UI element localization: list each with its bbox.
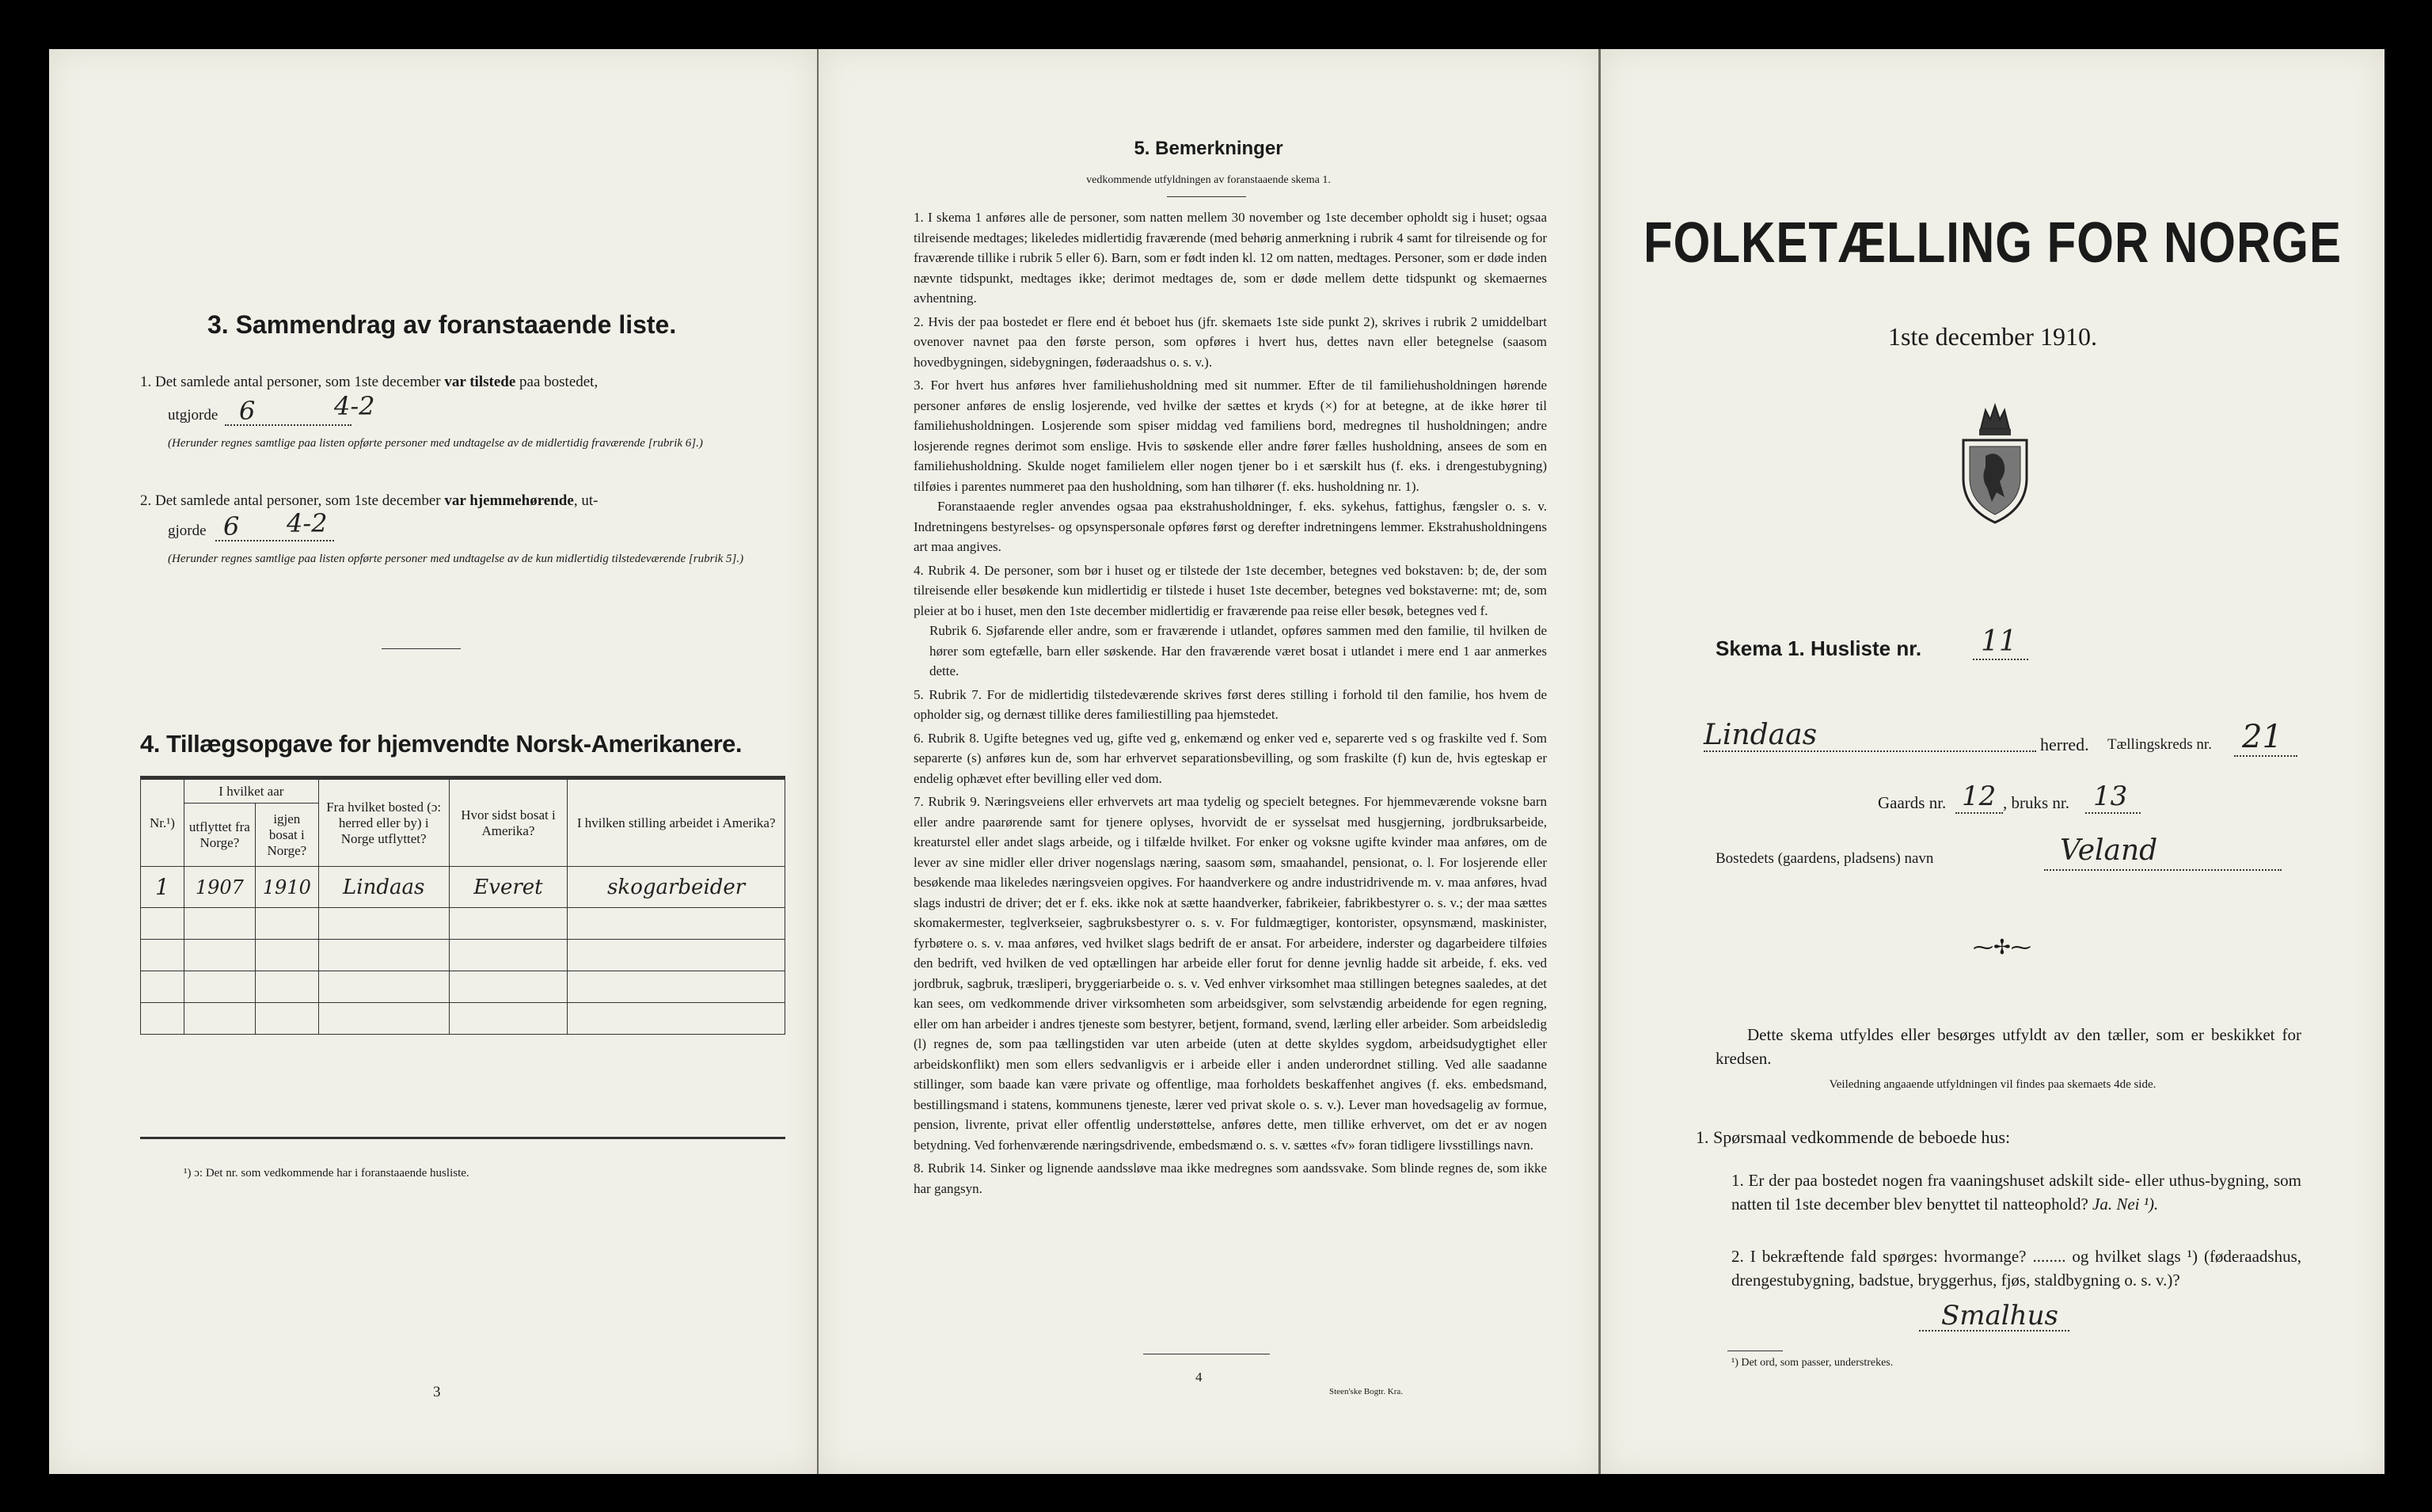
item2-dotted-line: [215, 540, 334, 541]
bruks-dotted-line: [2085, 812, 2141, 814]
col-from-place: Fra hvilket bosted (ɔ: herred eller by) i Norge utflyttet?: [318, 780, 449, 867]
coat-of-arms-icon: [1955, 399, 2035, 526]
questions-title: 1. Spørsmaal vedkommende de beboede hus:: [1696, 1127, 2011, 1147]
cell-from-place: Lindaas: [318, 867, 449, 908]
divider: [382, 648, 461, 649]
col-occupation: I hvilken stilling arbeidet i Amerika?: [568, 780, 785, 867]
norsk-amerikanere-table: [140, 779, 785, 1035]
question-1-text: 1. Er der paa bostedet nogen fra vaaningshuset adskilt side- eller uthus-bygning, som natten til 1ste december blev benyttet til natteophold?: [1731, 1171, 2301, 1214]
col-emigrated: utflyttet fra Norge?: [184, 803, 255, 867]
table-bottom-rule: [140, 1137, 785, 1139]
divider: [1167, 196, 1246, 197]
remark-3b: Foranstaaende regler anvendes ogsaa paa ekstrahusholdninger, f. eks. sykehus, fattighus, fængsler o. s. v. Indretningens bestyrelses- og opsynspersonale opføres først og derefter indretningens lemmer. Ekstrahusholdningens art maa angives.: [914, 499, 1547, 554]
question-2: [1731, 1244, 2301, 1292]
question-2-answer: Smalhus: [1941, 1300, 2058, 1332]
remark-7: 7. Rubrik 9. Næringsveiens eller erhvervets art maa tydelig og specielt betegnes. For hjemmeværende voksne barn eller andre paarørende samt for tjenere oplyses, hvorvidt de er sysselsat med husgjerning, jordbruksarbeide, kreaturstel eller andet slags arbeide, og i tilfælde hvilket. For enker og voksne ugifte kvinder maa anføres, om de lever av sine midler eller driver nogenslags næring, saasom søm, smaahandel, pensionat, o. l. For losjerende eller besøkende maa likeledes næringsveien opgives. For haandverkere og andre industridrivende m. v. maa anføres, hvad slags industri de driver; det er f. eks. ikke nok at sætte haandverker, fabrikeier, fabrikbestyrer o. s. v.; der maa sættes skomakermester, teglverkseier, sagbruksbestyrer o. s. v. For fuldmægtiger, kontorister, opsynsmænd, maskinister, fyrbøtere o. s. v. maa anføres, ved hvilket slags bedrift de er ansat. For arbeidere, inderster og dagarbeidere tilføies den bedrift, ved hvilken de ved optællingen har arbeide eller forut for denne jevnlig hadde sit arbeide, f. eks. ved jordbruk, sagbruk, træsliperi, bryggeriarbeide o. s. v. Ved enhver virksomhet maa stillingen betegnes saaledes, at det kan sees, om vedkommende driver virksomheten som arbeidsgiver, som selvstændig arbeidende for egen regning, eller om han arbeider i andres tjeneste som bestyrer, betjent, formand, svend, lærling eller arbeider. Som arbeidsledig (l) regnes de, som paa tællingstiden var uten arbeide (uten at dette skyldes sygdom, arbeidsudygtighet eller arbeidskonflikt) men som ellers sedvanligvis er i arbeide eller i anden underordnet stilling. Ved alle saadanne stillinger, som baade kan være private og offentlige, maa forholdets beskaffenhet angives (f. eks. embedsmand, bestillingsmand i statens, kommunens tjeneste, lærer ved privat skole o. s. v.). Lever man hovedsagelig av formue, pension, livrente, privat eller offentlig understøttelse, anføres dette, men tillike erhvervet, om det er av nogen betydning. Ved forhenværende næringsdrivende, embedsmænd o. s. v. sættes «fv» foran tidligere livsstillings navn.: [914, 794, 1547, 1153]
bruks-label: , bruks nr.: [2003, 793, 2069, 812]
remark-5: 5. Rubrik 7. For de midlertidig tilstedeværende skrives først deres stilling i forhold til den familie, hos hvem de opholder sig, og dernæst tillike deres familiestilling paa hjemstedet.: [914, 686, 1547, 722]
herred-dotted-line: [1704, 750, 2036, 752]
summary-item-2: [140, 492, 781, 510]
col-returned: igjen bosat i Norge?: [255, 803, 318, 867]
gaards-value: 12: [1962, 781, 1997, 812]
page-number: 3: [433, 1384, 441, 1400]
item2-text: 2. Det samlede antal personer, som 1ste december: [140, 492, 445, 509]
husliste-dotted-line: [1973, 659, 2028, 660]
veiledning-text: Veiledning angaaende utfyldningen vil findes paa skemaets 4de side.: [1829, 1078, 2156, 1091]
husliste-nr: 11: [1981, 625, 2017, 658]
question-1-answer: Ja. Nei ¹).: [2092, 1195, 2159, 1214]
bruks-value: 13: [2093, 781, 2128, 812]
question-1: [1731, 1168, 2301, 1216]
item1-text: 1. Det samlede antal personer, som 1ste december: [140, 374, 445, 390]
printer-mark: Steen'ske Bogtr. Kra.: [1329, 1387, 1404, 1396]
item1-post: paa bostedet,: [515, 374, 598, 390]
remark-1: 1. I skema 1 anføres alle de personer, som natten mellem 30 november og 1ste december opholdt sig i huset; ogsaa tilreisende medtages; likeledes midlertidig fraværende (med behørig anmerkning i rubrik 4 samt for tilreisende og for fraværende tillike i rubrik 5 eller 6). Barn, som er født inden kl. 12 om natten, medtages. Personer, som er døde inden nævnte tidspunkt, medtages ikke; derimot medtages de, som er døde mellem dette tidspunkt og skemaernes avhentning.: [914, 210, 1547, 306]
question-2-text: 2. I bekræftende fald spørges: hvormange? ........ og hvilket slags ¹) (føderaadshus, drengestubygning, badstue, bryggerhus, fjøs, staldbygning o. s. v.)?: [1731, 1247, 2301, 1290]
remarks-list: [914, 207, 1547, 1202]
kreds-label: Tællingskreds nr.: [2107, 736, 2212, 753]
cell-returned: 1910: [255, 867, 318, 908]
table-row: [141, 1003, 785, 1035]
item2-post: , ut-: [573, 492, 598, 509]
remark-4: 4. Rubrik 4. De personer, som bør i huset og er tilstede der 1ste december, betegnes ved bokstaven: b; de, der som tilreisende eller besøkende kun midlertidig er tilstede i huset 1ste december, betegnes ved bokstaverne: mt; de, som pleier at bo i huset, men den 1ste december midlertidig er fraværende paa reise eller besøk, betegnes ved f.: [914, 562, 1547, 618]
section3-title: 3. Sammendrag av foranstaaende liste.: [207, 310, 677, 339]
section4-title: 4. Tillægsopgave for hjemvendte Norsk-Amerikanere.: [140, 730, 743, 758]
remark-6: 6. Rubrik 8. Ugifte betegnes ved ug, gifte ved g, enkemænd og enker ved e, separerte ved s og fraskilte ved f. Som separerte (s) anføres kun de, som har erhvervet separationsbevilling, og som fraskilte (f) kun de, hvis egteskap er endelig ophævet efter bevilling eller ved dom.: [914, 730, 1547, 786]
remark-8: 8. Rubrik 14. Sinker og lignende aandssløve maa ikke medregnes som aandssvake. Som blinde regnes de, som ikke har gangsyn.: [914, 1161, 1547, 1196]
page-left: [49, 49, 817, 1474]
cover-footnote: ¹) Det ord, som passer, understrekes.: [1731, 1357, 1894, 1369]
table-footnote: ¹) ɔ: Det nr. som vedkommende har i foranstaaende husliste.: [184, 1167, 469, 1180]
remark-4b: Rubrik 6. Sjøfarende eller andre, som er fraværende i utlandet, opføres sammen med den familie, til hvilken de hører som egtefælle, barn eller søskende. Har den fraværende været bosat i utlandet i mere end 1 aar anmerkes dette.: [929, 623, 1547, 678]
table-row: [141, 867, 785, 908]
remark-3: 3. For hvert hus anføres hver familiehusholdning med sit nummer. Efter de til familiehusholdningen hørende personer anføres de enslig losjerende, ved hvilke der sættes et kryds (×) for at betegne, at de ikke hører til familiehusholdningen. Losjerende som spiser middag ved familiens bord, medregnes til husholdningen; andre losjerende regnes derimot som enslige. Hvis to søskende eller andre fører fælles husholdning, ansees de som en familiehusholdning. Skulde noget familielem eller nogen tjener bo i et særskilt hus (f. eks. i drengestubygning) tilføies i parentes nummeret paa den husholdning, som han tilhører (f. eks. husholdning nr. 1).: [914, 378, 1547, 494]
cover-date: 1ste december 1910.: [1888, 322, 2097, 351]
item1-handwritten-total: 6: [239, 396, 256, 426]
item2-label: gjorde: [168, 522, 207, 539]
col-last-place: Hvor sidst bosat i Amerika?: [449, 780, 568, 867]
herred-label: herred.: [2040, 735, 2089, 754]
table-row: [141, 971, 785, 1003]
item2-handwritten-total: 6: [223, 511, 240, 541]
page-middle: [819, 49, 1598, 1474]
remarks-title: 5. Bemerkninger: [1134, 138, 1283, 159]
item2-handwritten-split: 4-2: [287, 508, 328, 538]
kreds-value: 21: [2242, 719, 2282, 755]
herred-value: Lindaas: [1704, 719, 1818, 751]
table-row: [141, 940, 785, 971]
skema-label: Skema 1. Husliste nr.: [1716, 636, 1922, 660]
intro-text: Dette skema utfyldes eller besørges utfyldt av den tæller, som er beskikket for kredsen.: [1716, 1025, 2301, 1068]
question-2-dotted-line: [1919, 1330, 2069, 1332]
item1-note: (Herunder regnes samtlige paa listen opførte personer med undtagelse av de midlertidig fraværende [rubrik 6].): [168, 437, 703, 450]
bosted-value: Veland: [2060, 834, 2158, 867]
item1-bold: var tilstede: [444, 374, 516, 390]
col-group-year: I hvilket aar: [184, 780, 318, 803]
cell-last-place: Everet: [449, 867, 568, 908]
gaards-label: Gaards nr.: [1878, 793, 1947, 812]
item2-note: (Herunder regnes samtlige paa listen opførte personer med undtagelse av de kun midlertidig tilstedeværende [rubrik 5].): [168, 553, 744, 565]
item1-handwritten-split: 4-2: [334, 391, 375, 421]
ornament-icon: ⁓✢⁓: [1973, 936, 2031, 959]
summary-item-1: [140, 374, 781, 391]
cell-occupation: skogarbeider: [568, 867, 785, 908]
cell-emigrated: 1907: [184, 867, 255, 908]
cover-title: FOLKETÆLLING FOR NORGE: [1644, 211, 2342, 275]
item1-label: utgjorde: [168, 407, 218, 424]
page-number: 4: [1195, 1370, 1203, 1385]
item2-bold: var hjemmehørende: [444, 492, 574, 509]
gaards-dotted-line: [1955, 812, 2003, 814]
col-nr: Nr.¹): [141, 780, 184, 867]
table-row: [141, 908, 785, 940]
remarks-subtitle: vedkommende utfyldningen av foranstaaende skema 1.: [1086, 174, 1331, 186]
item1-dotted-line: [225, 424, 352, 426]
page-cover: [1601, 49, 2384, 1474]
cell-nr: 1: [141, 867, 184, 908]
bosted-dotted-line: [2044, 869, 2282, 871]
bosted-label: Bostedets (gaardens, pladsens) navn: [1716, 850, 1934, 867]
remark-2: 2. Hvis der paa bostedet er flere end ét beboet hus (jfr. skemaets 1ste side punkt 2), skrives i rubrik 2 umiddelbart ovenover navnet paa den første person, som opføres i hvert hus, dettes navn eller betegnelse (saasom hovedbygningen, sidebygningen, føderaadshus o. s. v.).: [914, 313, 1547, 370]
kreds-dotted-line: [2234, 755, 2297, 757]
